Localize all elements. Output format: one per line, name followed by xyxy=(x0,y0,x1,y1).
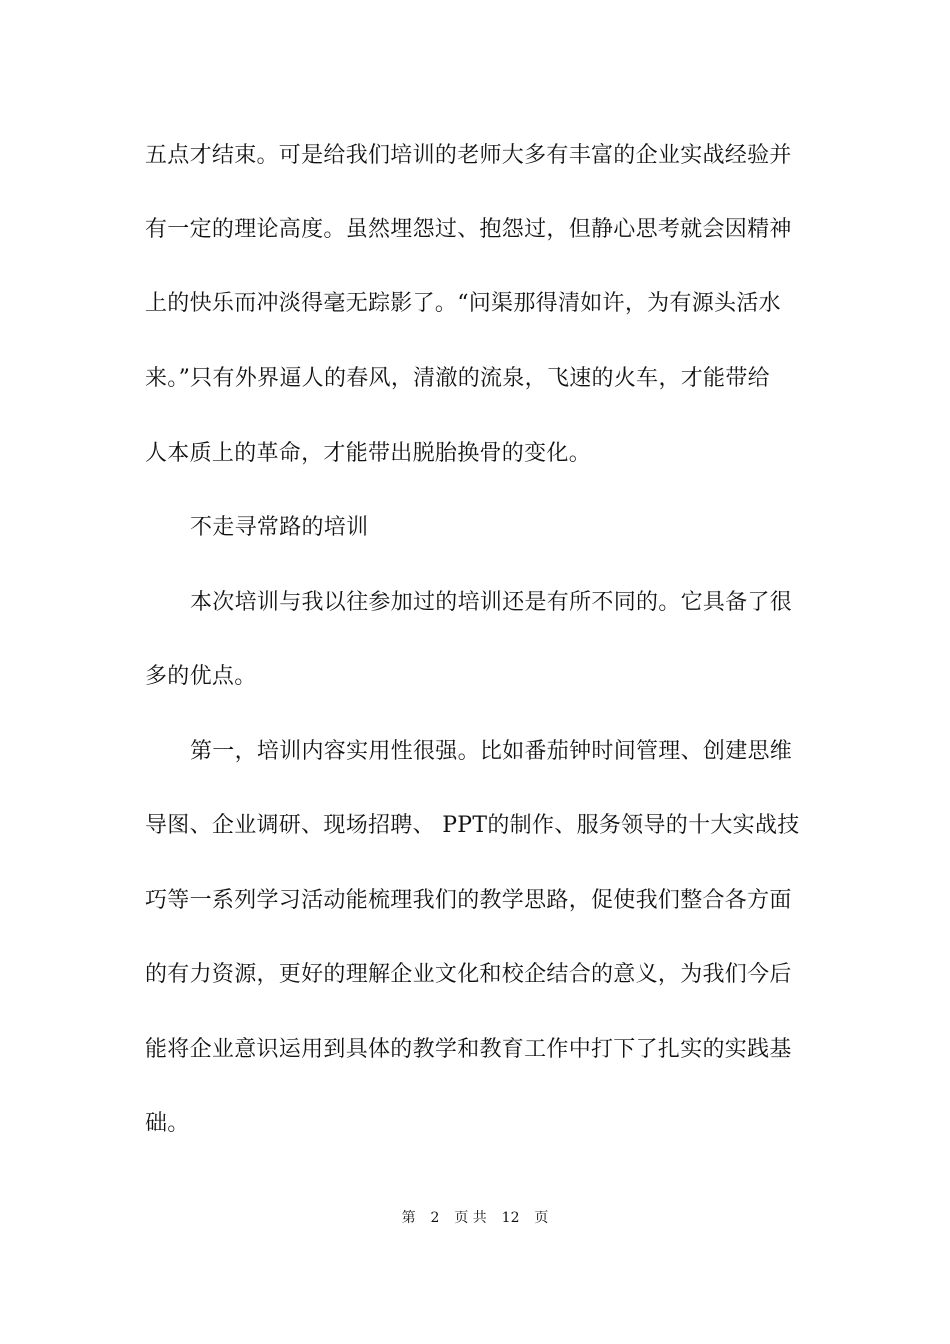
paragraph-line: 五点才结束。可是给我们培训的老师大多有丰富的企业实战经验并 xyxy=(145,143,792,168)
paragraph-line: 多的优点。 xyxy=(145,664,257,689)
paragraph-line: 人本质上的革命，才能带出脱胎换骨的变化。 xyxy=(145,441,592,466)
paragraph-line: 的有力资源，更好的理解企业文化和校企结合的意义，为我们今后 xyxy=(145,962,792,987)
paragraph-line: 上的快乐而冲淡得毫无踪影了。“问渠那得清如许，为有源头活水 xyxy=(145,291,781,316)
paragraph-line: 来。”只有外界逼人的春风，清澈的流泉，飞速的火车，才能带给 xyxy=(145,366,770,391)
paragraph-line: 本次培训与我以往参加过的培训还是有所不同的。它具备了很 xyxy=(190,590,793,615)
paragraph-line: 第一，培训内容实用性很强。比如番茄钟时间管理、创建思维 xyxy=(190,739,793,764)
section-heading: 不走寻常路的培训 xyxy=(190,515,369,540)
page-footer xyxy=(0,1208,950,1228)
footer-prefix: 第 xyxy=(401,1210,416,1226)
current-page-number: 2 xyxy=(430,1210,440,1226)
paragraph-line: 导图、企业调研、现场招聘、 PPT的制作、服务领导的十大实战技 xyxy=(145,813,800,838)
total-pages-number: 12 xyxy=(501,1210,520,1226)
paragraph-line: 能将企业意识运用到具体的教学和教育工作中打下了扎实的实践基 xyxy=(145,1037,792,1062)
paragraph-line: 巧等一系列学习活动能梳理我们的教学思路，促使我们整合各方面 xyxy=(145,888,792,913)
footer-middle: 页 共 xyxy=(454,1210,487,1226)
paragraph-line: 有一定的理论高度。虽然埋怨过、抱怨过，但静心思考就会因精神 xyxy=(145,217,792,242)
paragraph-line: 础。 xyxy=(145,1111,190,1136)
footer-suffix: 页 xyxy=(534,1210,549,1226)
